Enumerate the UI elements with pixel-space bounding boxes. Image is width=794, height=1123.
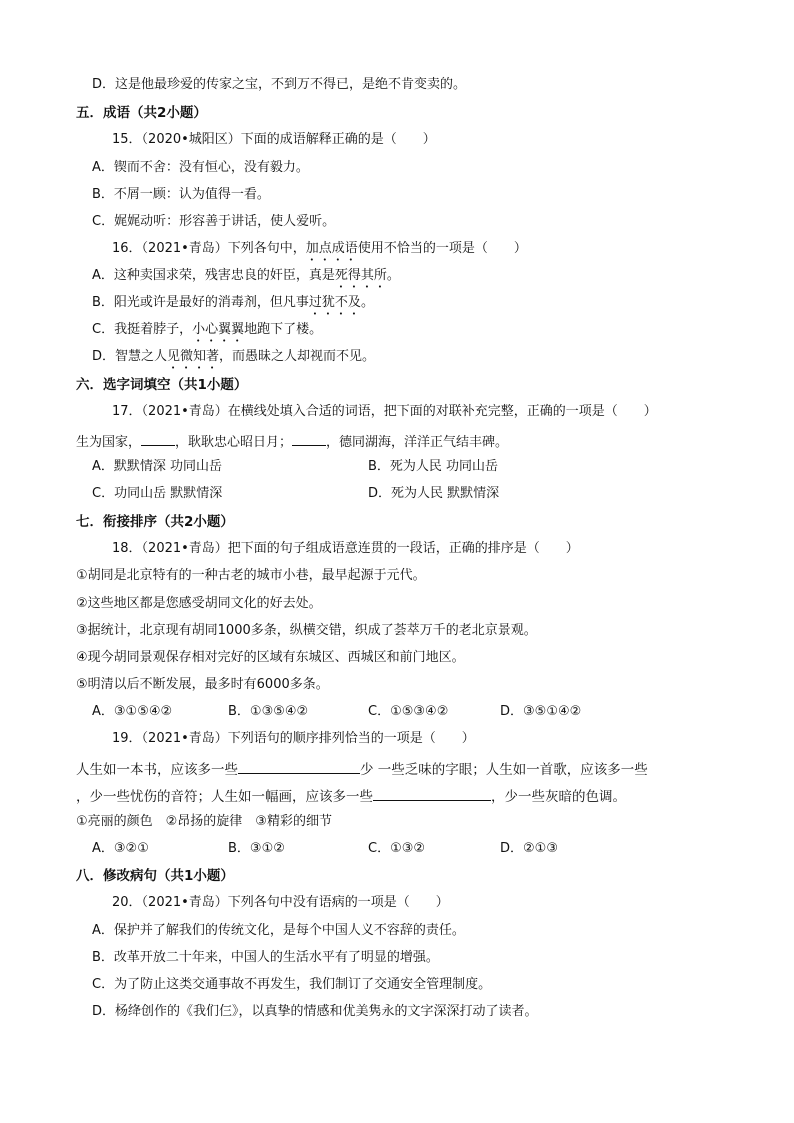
- q15-option-a: A．锲而不舍：没有恒心，没有毅力。: [92, 160, 309, 175]
- q16-option-d-post: ，而愚昧之人却视而不见。: [219, 349, 376, 364]
- q16-option-c-idiom: 小心翼翼: [192, 322, 245, 337]
- q16-option-b-post: 。: [360, 295, 374, 310]
- q18-sentence-3: ③据统计，北京现有胡同1000多条，纵横交错，织成了荟萃万千的老北京景观。: [76, 623, 537, 638]
- q20-option-c: C．为了防止这类交通事故不再发生，我们制订了交通安全管理制度。: [92, 977, 492, 992]
- q16-stem-dotted: 加点成语: [305, 241, 358, 256]
- q17-options-row-1: [92, 458, 499, 476]
- q16-option-b: [92, 294, 374, 318]
- section-6-title: 六．选字词填空（共1小题）: [76, 377, 248, 393]
- q19-option-d: D．②①③: [500, 841, 558, 856]
- q19-passage-2b: ，少一些灰暗的色调。: [491, 789, 626, 805]
- q18-option-a: A．③①⑤④②: [92, 704, 173, 719]
- q16-option-c-post: 地跑下了楼。: [244, 322, 323, 337]
- q19-option-a: A．③②①: [92, 841, 149, 856]
- q16-option-d-idiom: 见微知著: [167, 349, 220, 364]
- q16-option-a: [92, 267, 400, 291]
- q16-option-b-pre: B．阳光或许是最好的消毒剂，但凡事: [92, 295, 309, 310]
- q20-option-b: B．改革开放二十年来，中国人的生活水平有了明显的增强。: [92, 950, 439, 965]
- q16-stem-pre: 16．（2021•青岛）下列各句中，: [112, 241, 306, 256]
- q16-option-d-pre: D．智慧之人: [92, 349, 168, 364]
- q17-option-d: D．死为人民 默默情深: [368, 486, 500, 501]
- q19-passage-line-1: [76, 759, 648, 779]
- q17-stem: 17．（2021•青岛）在横线处填入合适的词语，把下面的对联补充完整，正确的一项是（ ）: [112, 404, 657, 419]
- q19-option-b: B．③①②: [228, 841, 285, 856]
- q16-option-a-idiom: 死得其所: [334, 268, 387, 283]
- q16-option-c: [92, 321, 322, 345]
- section-7-title: 七．衔接排序（共2小题）: [76, 514, 234, 530]
- q15-option-b: B．不屑一顾：认为值得一看。: [92, 187, 270, 202]
- q16-stem-post: 使用不恰当的一项是（ ）: [357, 241, 527, 256]
- q16-option-d: [92, 348, 375, 372]
- q19-option-c: C．①③②: [368, 841, 426, 856]
- q18-option-b: B．①③⑤④②: [228, 704, 309, 719]
- q17-couplet-part-2: ，耿耿忠心昭日月；: [175, 435, 293, 450]
- q19-options-row: [92, 840, 558, 858]
- q20-stem: 20．（2021•青岛）下列各句中没有语病的一项是（ ）: [112, 895, 449, 910]
- q16-option-b-idiom: 过犹不及: [308, 295, 361, 310]
- q17-option-b: B．死为人民 功同山岳: [368, 459, 499, 474]
- q18-option-c: C．①⑤③④②: [368, 704, 449, 719]
- q19-passage-1b: 少 一些乏味的字眼；人生如一首歌，应该多一些: [360, 762, 648, 778]
- q17-option-c: C．功同山岳 默默情深: [92, 486, 223, 501]
- q15-stem: 15．（2020•城阳区）下面的成语解释正确的是（ ）: [112, 132, 436, 147]
- q18-stem: 18．（2021•青岛）把下面的句子组成语意连贯的一段话，正确的排序是（ ）: [112, 541, 579, 556]
- q18-options-row: [92, 703, 582, 721]
- q19-passage-line-2: [76, 786, 626, 806]
- q17-couplet-part-1: 生为国家，: [76, 435, 142, 450]
- q18-sentence-1: ①胡同是北京特有的一种古老的城市小巷，最早起源于元代。: [76, 568, 426, 583]
- section-8-title: 八．修改病句（共1小题）: [76, 868, 234, 884]
- q19-stem: 19．（2021•青岛）下列语句的顺序排列恰当的一项是（ ）: [112, 731, 475, 746]
- q18-option-d: D．③⑤①④②: [500, 704, 582, 719]
- q19-blank-3: [373, 786, 491, 801]
- q18-sentence-2: ②这些地区都是您感受胡同文化的好去处。: [76, 596, 322, 611]
- q16-option-a-pre: A．这种卖国求荣，残害忠良的奸臣，真是: [92, 268, 335, 283]
- q20-option-a: A．保护并了解我们的传统文化，是每个中国人义不容辞的责任。: [92, 923, 465, 938]
- q17-options-row-2: [92, 485, 500, 503]
- q19-items: ①亮丽的颜色 ②昂扬的旋律 ③精彩的细节: [76, 814, 332, 829]
- q19-passage-2a: ，少一些忧伤的音符；人生如一幅画，应该多一些: [76, 789, 373, 805]
- q16-option-a-post: 。: [386, 268, 400, 283]
- q14-option-d: D．这是他最珍爱的传家之宝，不到万不得已，是绝不肯变卖的。: [92, 77, 467, 92]
- q18-sentence-4: ④现今胡同景观保存相对完好的区域有东城区、西城区和前门地区。: [76, 650, 465, 665]
- section-5-title: 五．成语（共2小题）: [76, 105, 207, 121]
- q19-blank-1: [238, 759, 360, 774]
- q17-blank-1: [141, 431, 175, 446]
- q17-option-a: A．默默情深 功同山岳: [92, 459, 223, 474]
- q16-stem: [112, 240, 527, 264]
- q16-option-c-pre: C．我挺着脖子，: [92, 322, 193, 337]
- q15-option-c: C．娓娓动听：形容善于讲话，使人爱听。: [92, 214, 336, 229]
- q17-couplet-part-3: ，德同湖海，洋洋正气结丰碑。: [326, 435, 509, 450]
- q18-sentence-5: ⑤明清以后不断发展，最多时有6000多条。: [76, 677, 329, 692]
- q19-passage-1a: 人生如一本书，应该多一些: [76, 762, 238, 778]
- q20-option-d: D．杨绛创作的《我们仨》，以真挚的情感和优美隽永的文字深深打动了读者。: [92, 1004, 538, 1019]
- q17-blank-2: [292, 431, 326, 446]
- q17-couplet: [76, 431, 508, 452]
